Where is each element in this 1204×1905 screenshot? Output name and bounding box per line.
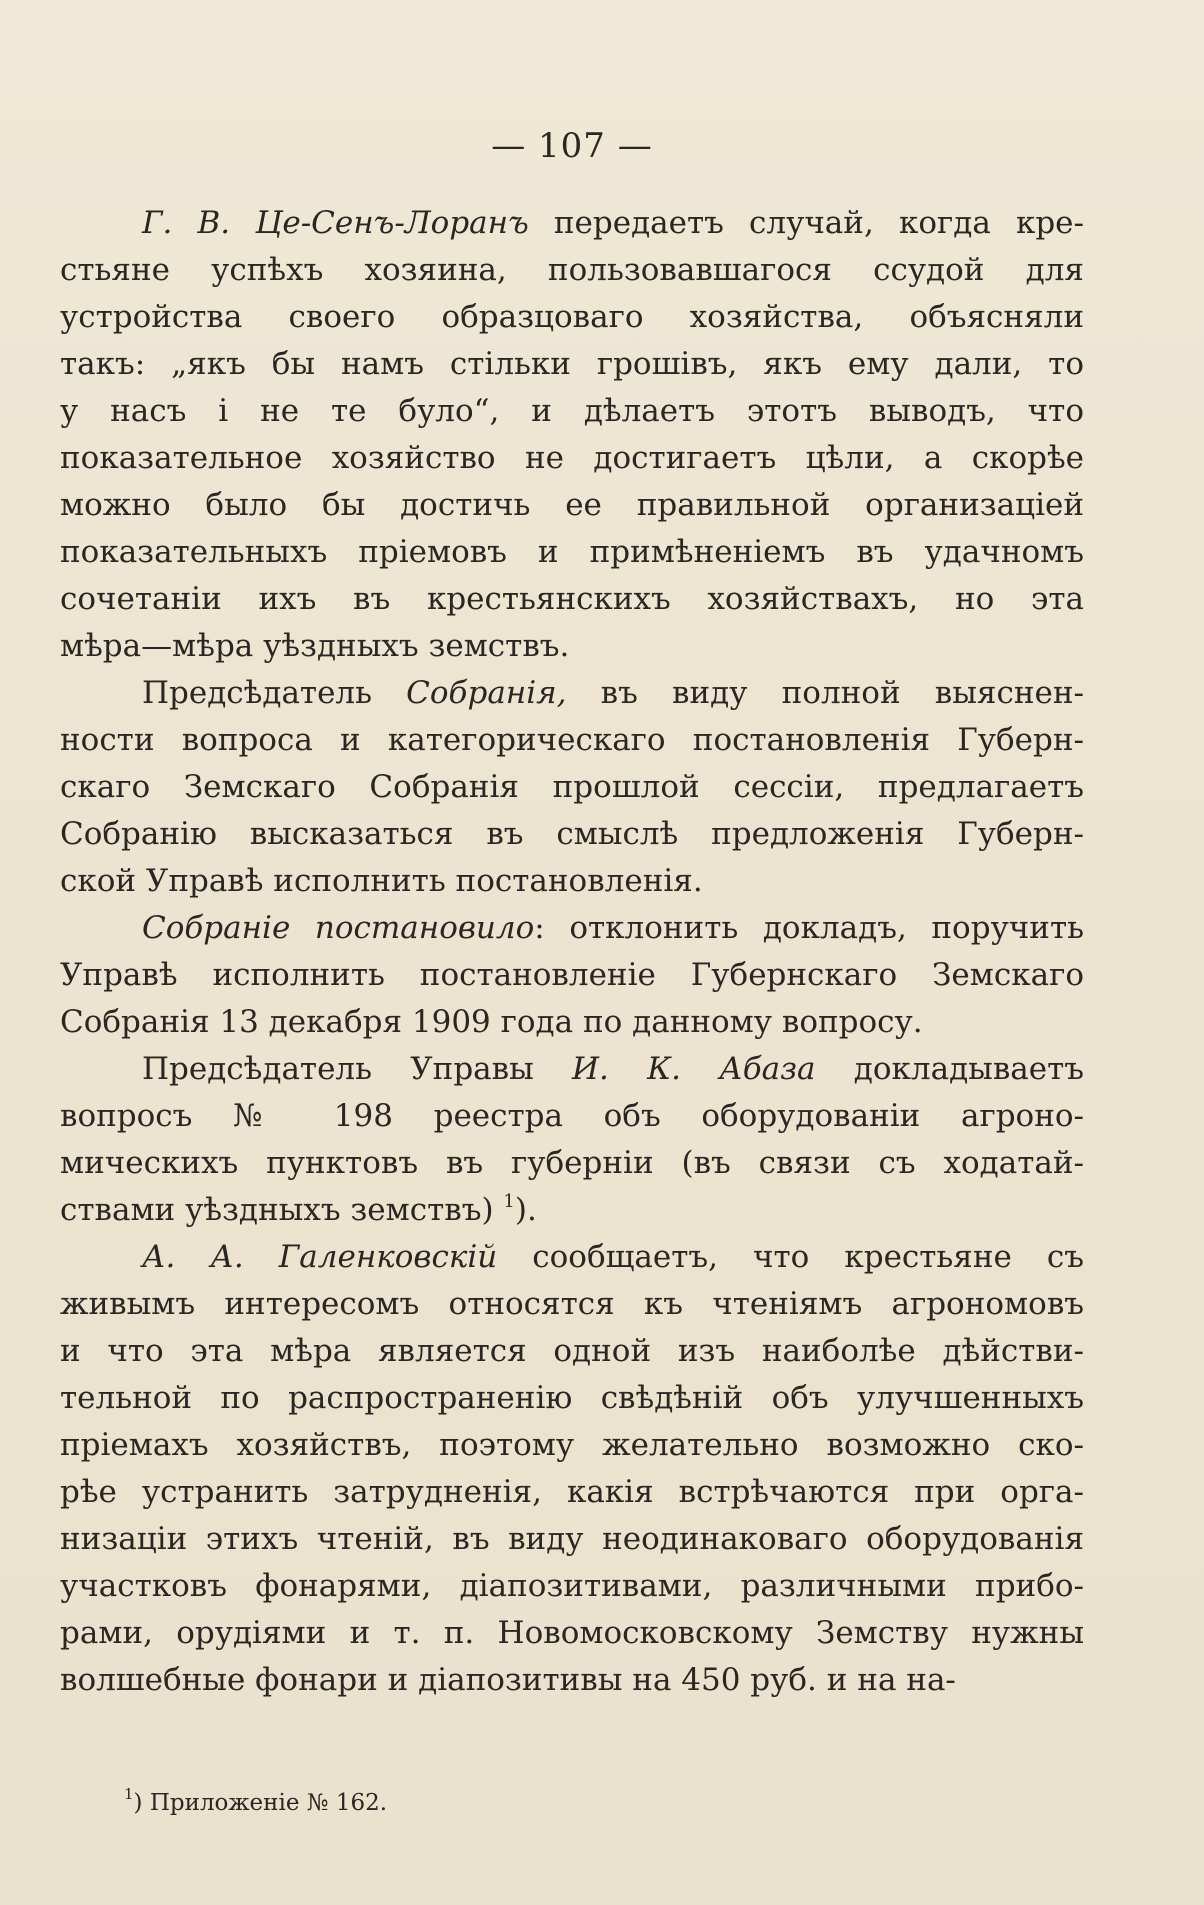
- italic-run: Собраніе постановило: [142, 910, 535, 946]
- text-run: скаго Земскаго Собранія прошлой сессіи, предлагаетъ: [60, 769, 1084, 805]
- text-line: [60, 200, 1084, 247]
- text-line: [60, 576, 1084, 623]
- text-line: [60, 1234, 1084, 1281]
- text-run: рѣе устранить затрудненія, какія встрѣчаются при орга-: [60, 1474, 1084, 1510]
- text-run: показательное хозяйство не достигаетъ цѣли, а скорѣе: [60, 440, 1084, 476]
- text-line: [60, 247, 1084, 294]
- text-run: Предсѣдатель Управы: [142, 1051, 573, 1087]
- text-run: Предсѣдатель: [142, 675, 407, 711]
- text-line: [60, 341, 1084, 388]
- text-line: [60, 1469, 1084, 1516]
- text-line: [60, 1516, 1084, 1563]
- text-line: [60, 1422, 1084, 1469]
- text-line: [60, 529, 1084, 576]
- text-run: Управѣ исполнить постановленіе Губернскаго Земскаго: [60, 957, 1084, 993]
- text-run: Собранію высказаться въ смыслѣ предложенія Губерн-: [60, 816, 1084, 852]
- text-line: [60, 670, 1084, 717]
- text-run: и что эта мѣра является одной изъ наиболѣе дѣйстви-: [60, 1333, 1084, 1369]
- text-line: [60, 482, 1084, 529]
- text-line: [60, 1328, 1084, 1375]
- text-run: ствами уѣздныхъ земствъ): [60, 1192, 504, 1228]
- text-run: низаціи этихъ чтеній, въ виду неодинаковаго оборудованія: [60, 1521, 1084, 1557]
- text-run: мическихъ пунктовъ въ губерніи (въ связи съ ходатай-: [60, 1145, 1084, 1181]
- paragraph: [60, 905, 1084, 1046]
- paragraph: [60, 200, 1084, 670]
- text-line: [60, 294, 1084, 341]
- text-run: волшебные фонари и діапозитивы на 450 руб. и на на-: [60, 1662, 956, 1698]
- text-line: [60, 1375, 1084, 1422]
- text-line: [60, 435, 1084, 482]
- text-run: докладываетъ: [815, 1051, 1084, 1087]
- text-run: : отклонить докладъ, поручить: [534, 910, 1084, 946]
- italic-run: А. А. Галенковскій: [142, 1239, 498, 1275]
- text-run: рами, орудіями и т. п. Новомосковскому Земству нужны: [60, 1615, 1084, 1651]
- text-run: Собранія 13 декабря 1909 года по данному вопросу.: [60, 1004, 923, 1040]
- text-run: такъ: „якъ бы намъ стільки грошівъ, якъ ему дали, то: [60, 346, 1084, 382]
- text-line: [60, 1046, 1084, 1093]
- text-line: [60, 717, 1084, 764]
- footnote: [124, 1785, 388, 1818]
- italic-run: И. К. Абаза: [572, 1051, 816, 1087]
- text-run: стьяне успѣхъ хозяина, пользовавшагося ссудой для: [60, 252, 1084, 288]
- text-run: ской Управѣ исполнить постановленія.: [60, 863, 703, 899]
- text-line: [60, 999, 1084, 1046]
- text-run: участковъ фонарями, діапозитивами, различными прибо-: [60, 1568, 1084, 1604]
- text-line: [60, 905, 1084, 952]
- paragraph: [60, 1234, 1084, 1704]
- text-run: пріемахъ хозяйствъ, поэтому желательно возможно ско-: [60, 1427, 1084, 1463]
- footnote-ref: 1: [503, 1190, 515, 1212]
- text-run: мѣра—мѣра уѣздныхъ земствъ.: [60, 628, 570, 664]
- page-number: — 107 —: [491, 126, 653, 166]
- text-line: [60, 1093, 1084, 1140]
- text-run: устройства своего образцоваго хозяйства, объясняли: [60, 299, 1084, 335]
- text-run: въ виду полной выяснен-: [566, 675, 1084, 711]
- body-text: [60, 200, 1084, 1704]
- text-run: у насъ і не те було“, и дѣлаетъ этотъ выводъ, что: [60, 393, 1084, 429]
- text-line: [60, 1657, 1084, 1704]
- italic-run: Собранія,: [406, 675, 567, 711]
- text-line: [60, 1187, 1084, 1234]
- text-line: [60, 764, 1084, 811]
- text-run: сочетаніи ихъ въ крестьянскихъ хозяйствахъ, но эта: [60, 581, 1084, 617]
- paragraph: [60, 1046, 1084, 1234]
- text-run: живымъ интересомъ относятся къ чтеніямъ агрономовъ: [60, 1286, 1084, 1322]
- text-line: [60, 1281, 1084, 1328]
- paragraph: [60, 670, 1084, 905]
- text-line: [60, 811, 1084, 858]
- text-run: сообщаетъ, что крестьяне съ: [497, 1239, 1084, 1275]
- text-run: показательныхъ пріемовъ и примѣненіемъ въ удачномъ: [60, 534, 1084, 570]
- footnote-marker: 1: [124, 1785, 134, 1804]
- text-run: вопросъ № 198 реестра объ оборудованіи агроно-: [60, 1098, 1084, 1134]
- text-line: [60, 388, 1084, 435]
- text-run: ).: [514, 1192, 537, 1228]
- text-line: [60, 952, 1084, 999]
- text-run: передаетъ случай, когда кре-: [528, 205, 1084, 241]
- text-line: [60, 858, 1084, 905]
- text-line: [60, 1563, 1084, 1610]
- text-line: [60, 623, 1084, 670]
- text-run: тельной по распространенію свѣдѣній объ улучшенныхъ: [60, 1380, 1084, 1416]
- text-line: [60, 1140, 1084, 1187]
- text-run: можно было бы достичь ее правильной организаціей: [60, 487, 1084, 523]
- footnote-text: ) Приложеніе № 162.: [133, 1790, 388, 1816]
- text-run: ности вопроса и категорическаго постановленія Губерн-: [60, 722, 1084, 758]
- text-line: [60, 1610, 1084, 1657]
- italic-run: Г. В. Це-Сенъ-Лоранъ: [142, 205, 529, 241]
